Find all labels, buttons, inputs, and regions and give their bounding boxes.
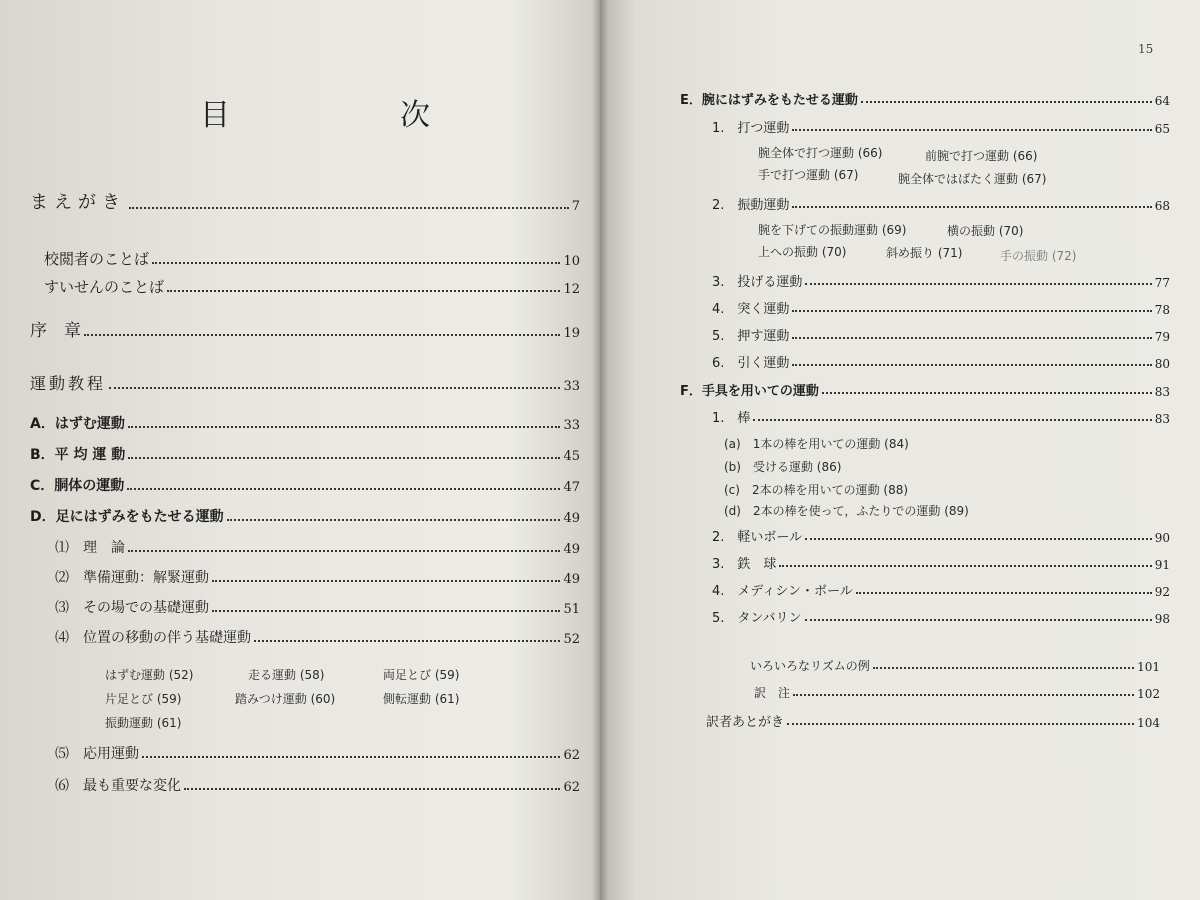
leader-dots <box>792 337 1151 339</box>
entry-label: 1. 打つ運動 <box>712 121 790 136</box>
entry-label: 1. 棒 <box>712 411 751 426</box>
entry-label: E．腕にはずみをもたせる運動 <box>680 93 858 108</box>
leader-dots <box>128 550 560 552</box>
subentry: 振動運動 (61) <box>105 716 182 730</box>
toc-entry-e1 <box>712 117 1170 136</box>
entry-page: 62 <box>563 780 580 795</box>
toc-entry-maegaki <box>30 188 580 214</box>
leader-dots <box>184 788 560 790</box>
entry-page: 47 <box>563 480 580 495</box>
toc-entry-d5 <box>55 743 580 763</box>
leader-dots <box>152 262 560 264</box>
subentry: 側転運動 (61) <box>383 692 460 706</box>
entry-page: 51 <box>563 602 580 617</box>
entry-page: 62 <box>563 748 580 763</box>
subentry: 踏みつけ運動 (60) <box>235 692 336 706</box>
toc-entry-A <box>30 413 580 433</box>
subentry: 腕を下げての振動運動 (69) <box>758 223 907 237</box>
subentry: 手で打つ運動 (67) <box>758 168 859 182</box>
subentry: 両足とび (59) <box>383 668 460 682</box>
entry-label: 2. 振動運動 <box>712 198 790 213</box>
toc-entry-josho <box>30 316 580 341</box>
entry-page: 68 <box>1154 199 1170 213</box>
entry-label: 5. タンバリン <box>712 611 802 626</box>
entry-page: 83 <box>1154 385 1170 399</box>
toc-entry-e6 <box>712 352 1170 371</box>
leader-dots <box>856 592 1152 594</box>
entry-page: 12 <box>563 282 580 297</box>
page-number: 15 <box>1138 42 1154 56</box>
entry-label: 6. 引く運動 <box>712 356 790 371</box>
toc-entry-f3 <box>712 553 1170 572</box>
toc-entry-f2 <box>712 526 1170 545</box>
subentry: 走る運動 (58) <box>248 668 325 682</box>
leader-dots <box>793 694 1134 696</box>
entry-page: 10 <box>563 254 580 269</box>
toc-entry-f1 <box>712 407 1170 426</box>
title-char-2: 次 <box>400 98 430 133</box>
toc-entry-B <box>30 444 580 464</box>
entry-label: 2. 軽いボール <box>712 530 803 545</box>
entry-label: 3. 投げる運動 <box>712 275 803 290</box>
leader-dots <box>753 419 1151 421</box>
leader-dots <box>792 310 1151 312</box>
entry-label: C．胴体の運動 <box>30 478 125 494</box>
leader-dots <box>212 580 560 582</box>
toc-entry-suisen <box>44 276 580 297</box>
entry-label: B．平 均 運 動 <box>30 447 126 463</box>
entry-label: ⑶ その場での基礎運動 <box>55 600 209 616</box>
leader-dots <box>109 387 560 389</box>
entry-page: 77 <box>1154 276 1170 290</box>
leader-dots <box>822 392 1152 394</box>
toc-entry-yakuchu <box>750 684 1160 701</box>
toc-entry-d3 <box>55 597 580 617</box>
leader-dots <box>167 290 560 292</box>
book-gutter <box>592 0 608 900</box>
subentry: 腕全体で打つ運動 (66) <box>758 146 883 160</box>
toc-entry-f5 <box>712 607 1170 626</box>
entry-label: 運動教程 <box>30 374 107 393</box>
leader-dots <box>805 283 1151 285</box>
entry-label: D．足にはずみをもたせる運動 <box>30 509 224 525</box>
entry-label: すいせんのことば <box>44 278 165 296</box>
leader-dots <box>873 667 1134 669</box>
entry-page: 98 <box>1154 612 1170 626</box>
subentry: 上への振動 (70) <box>758 245 847 259</box>
entry-label: まえがき <box>30 192 126 213</box>
entry-page: 101 <box>1137 660 1160 674</box>
toc-entry-f4 <box>712 580 1170 599</box>
entry-label: A．はずむ運動 <box>30 416 125 432</box>
subentry: 前腕で打つ運動 (66) <box>925 149 1038 163</box>
leader-dots <box>212 610 560 612</box>
toc-entry-rhythm <box>750 657 1160 674</box>
entry-label: ⑷ 位置の移動の伴う基礎運動 <box>55 630 251 646</box>
entry-label: ⑵ 準備運動：解緊運動 <box>55 570 209 586</box>
toc-entry-C <box>30 475 580 495</box>
entry-page: 33 <box>563 418 580 433</box>
leader-dots <box>128 426 561 428</box>
entry-label: F．手具を用いての運動 <box>680 384 819 399</box>
leader-dots <box>254 640 560 642</box>
subentry: 手の振動 (72) <box>1000 249 1077 263</box>
leader-dots <box>84 334 560 336</box>
entry-page: 80 <box>1154 357 1170 371</box>
entry-page: 33 <box>563 379 580 394</box>
leader-dots <box>129 207 569 209</box>
toc-entry-d4 <box>55 627 580 647</box>
entry-label: ⑹ 最も重要な変化 <box>55 778 181 794</box>
leader-dots <box>128 457 560 459</box>
toc-entry-d2 <box>55 567 580 587</box>
entry-label: ⑴ 理 論 <box>55 540 125 556</box>
subentry: 斜め振り (71) <box>886 246 963 260</box>
toc-entry-koetsu <box>44 248 580 269</box>
subentry: 横の振動 (70) <box>947 224 1024 238</box>
entry-page: 90 <box>1154 531 1170 545</box>
leader-dots <box>792 364 1151 366</box>
leader-dots <box>779 565 1151 567</box>
leader-dots <box>805 538 1152 540</box>
entry-page: 49 <box>563 542 580 557</box>
entry-page: 49 <box>563 572 580 587</box>
entry-page: 7 <box>571 199 580 214</box>
title-char-1: 目 <box>200 98 230 133</box>
leader-dots <box>792 206 1151 208</box>
leader-dots <box>805 619 1152 621</box>
entry-page: 49 <box>563 511 580 526</box>
entry-label: 4. メディシン・ボール <box>712 584 853 599</box>
entry-label: 5. 押す運動 <box>712 329 790 344</box>
subentry: はずむ運動 (52) <box>105 668 194 682</box>
toc-entry-undo <box>30 371 580 394</box>
toc-title <box>200 90 430 134</box>
toc-entry-d1 <box>55 537 580 557</box>
entry-label: 校閲者のことば <box>44 250 150 268</box>
entry-label: 序 章 <box>30 321 81 341</box>
toc-entry-e5 <box>712 325 1170 344</box>
subentry: (d) 2本の棒を使って，ふたりでの運動 (89) <box>724 504 969 518</box>
entry-page: 91 <box>1154 558 1170 572</box>
leader-dots <box>142 756 560 758</box>
toc-entry-e4 <box>712 298 1170 317</box>
entry-page: 78 <box>1154 303 1170 317</box>
subentry: 腕全体ではばたく運動 (67) <box>898 172 1047 186</box>
leader-dots <box>792 129 1151 131</box>
entry-page: 65 <box>1154 122 1170 136</box>
entry-label: 訳者あとがき <box>706 715 785 730</box>
entry-label: 4. 突く運動 <box>712 302 790 317</box>
entry-page: 19 <box>563 326 580 341</box>
subentry: (a) 1本の棒を用いての運動 (84) <box>724 437 909 451</box>
toc-entry-e3 <box>712 271 1170 290</box>
leader-dots <box>127 488 560 490</box>
leader-dots <box>787 723 1134 725</box>
entry-label: 訳 注 <box>754 686 791 700</box>
entry-page: 83 <box>1154 412 1170 426</box>
toc-entry-d6 <box>55 775 580 795</box>
entry-label: ⑸ 応用運動 <box>55 746 139 762</box>
subentry: (b) 受ける運動 (86) <box>724 460 842 474</box>
entry-page: 52 <box>563 632 580 647</box>
toc-entry-atogaki <box>706 711 1160 730</box>
toc-entry-e2 <box>712 194 1170 213</box>
entry-page: 45 <box>563 449 580 464</box>
toc-entry-D <box>30 506 580 526</box>
entry-page: 79 <box>1154 330 1170 344</box>
entry-page: 102 <box>1137 687 1160 701</box>
leader-dots <box>861 101 1152 103</box>
toc-entry-E <box>680 89 1170 108</box>
entry-page: 92 <box>1154 585 1170 599</box>
toc-entry-F <box>680 380 1170 399</box>
entry-label: 3. 鉄 球 <box>712 557 777 572</box>
entry-label: いろいろなリズムの例 <box>750 659 870 673</box>
leader-dots <box>227 519 561 521</box>
entry-page: 64 <box>1154 94 1170 108</box>
subentry: (c) 2本の棒を用いての運動 (88) <box>724 483 909 497</box>
entry-page: 104 <box>1137 716 1160 730</box>
subentry: 片足とび (59) <box>105 692 182 706</box>
